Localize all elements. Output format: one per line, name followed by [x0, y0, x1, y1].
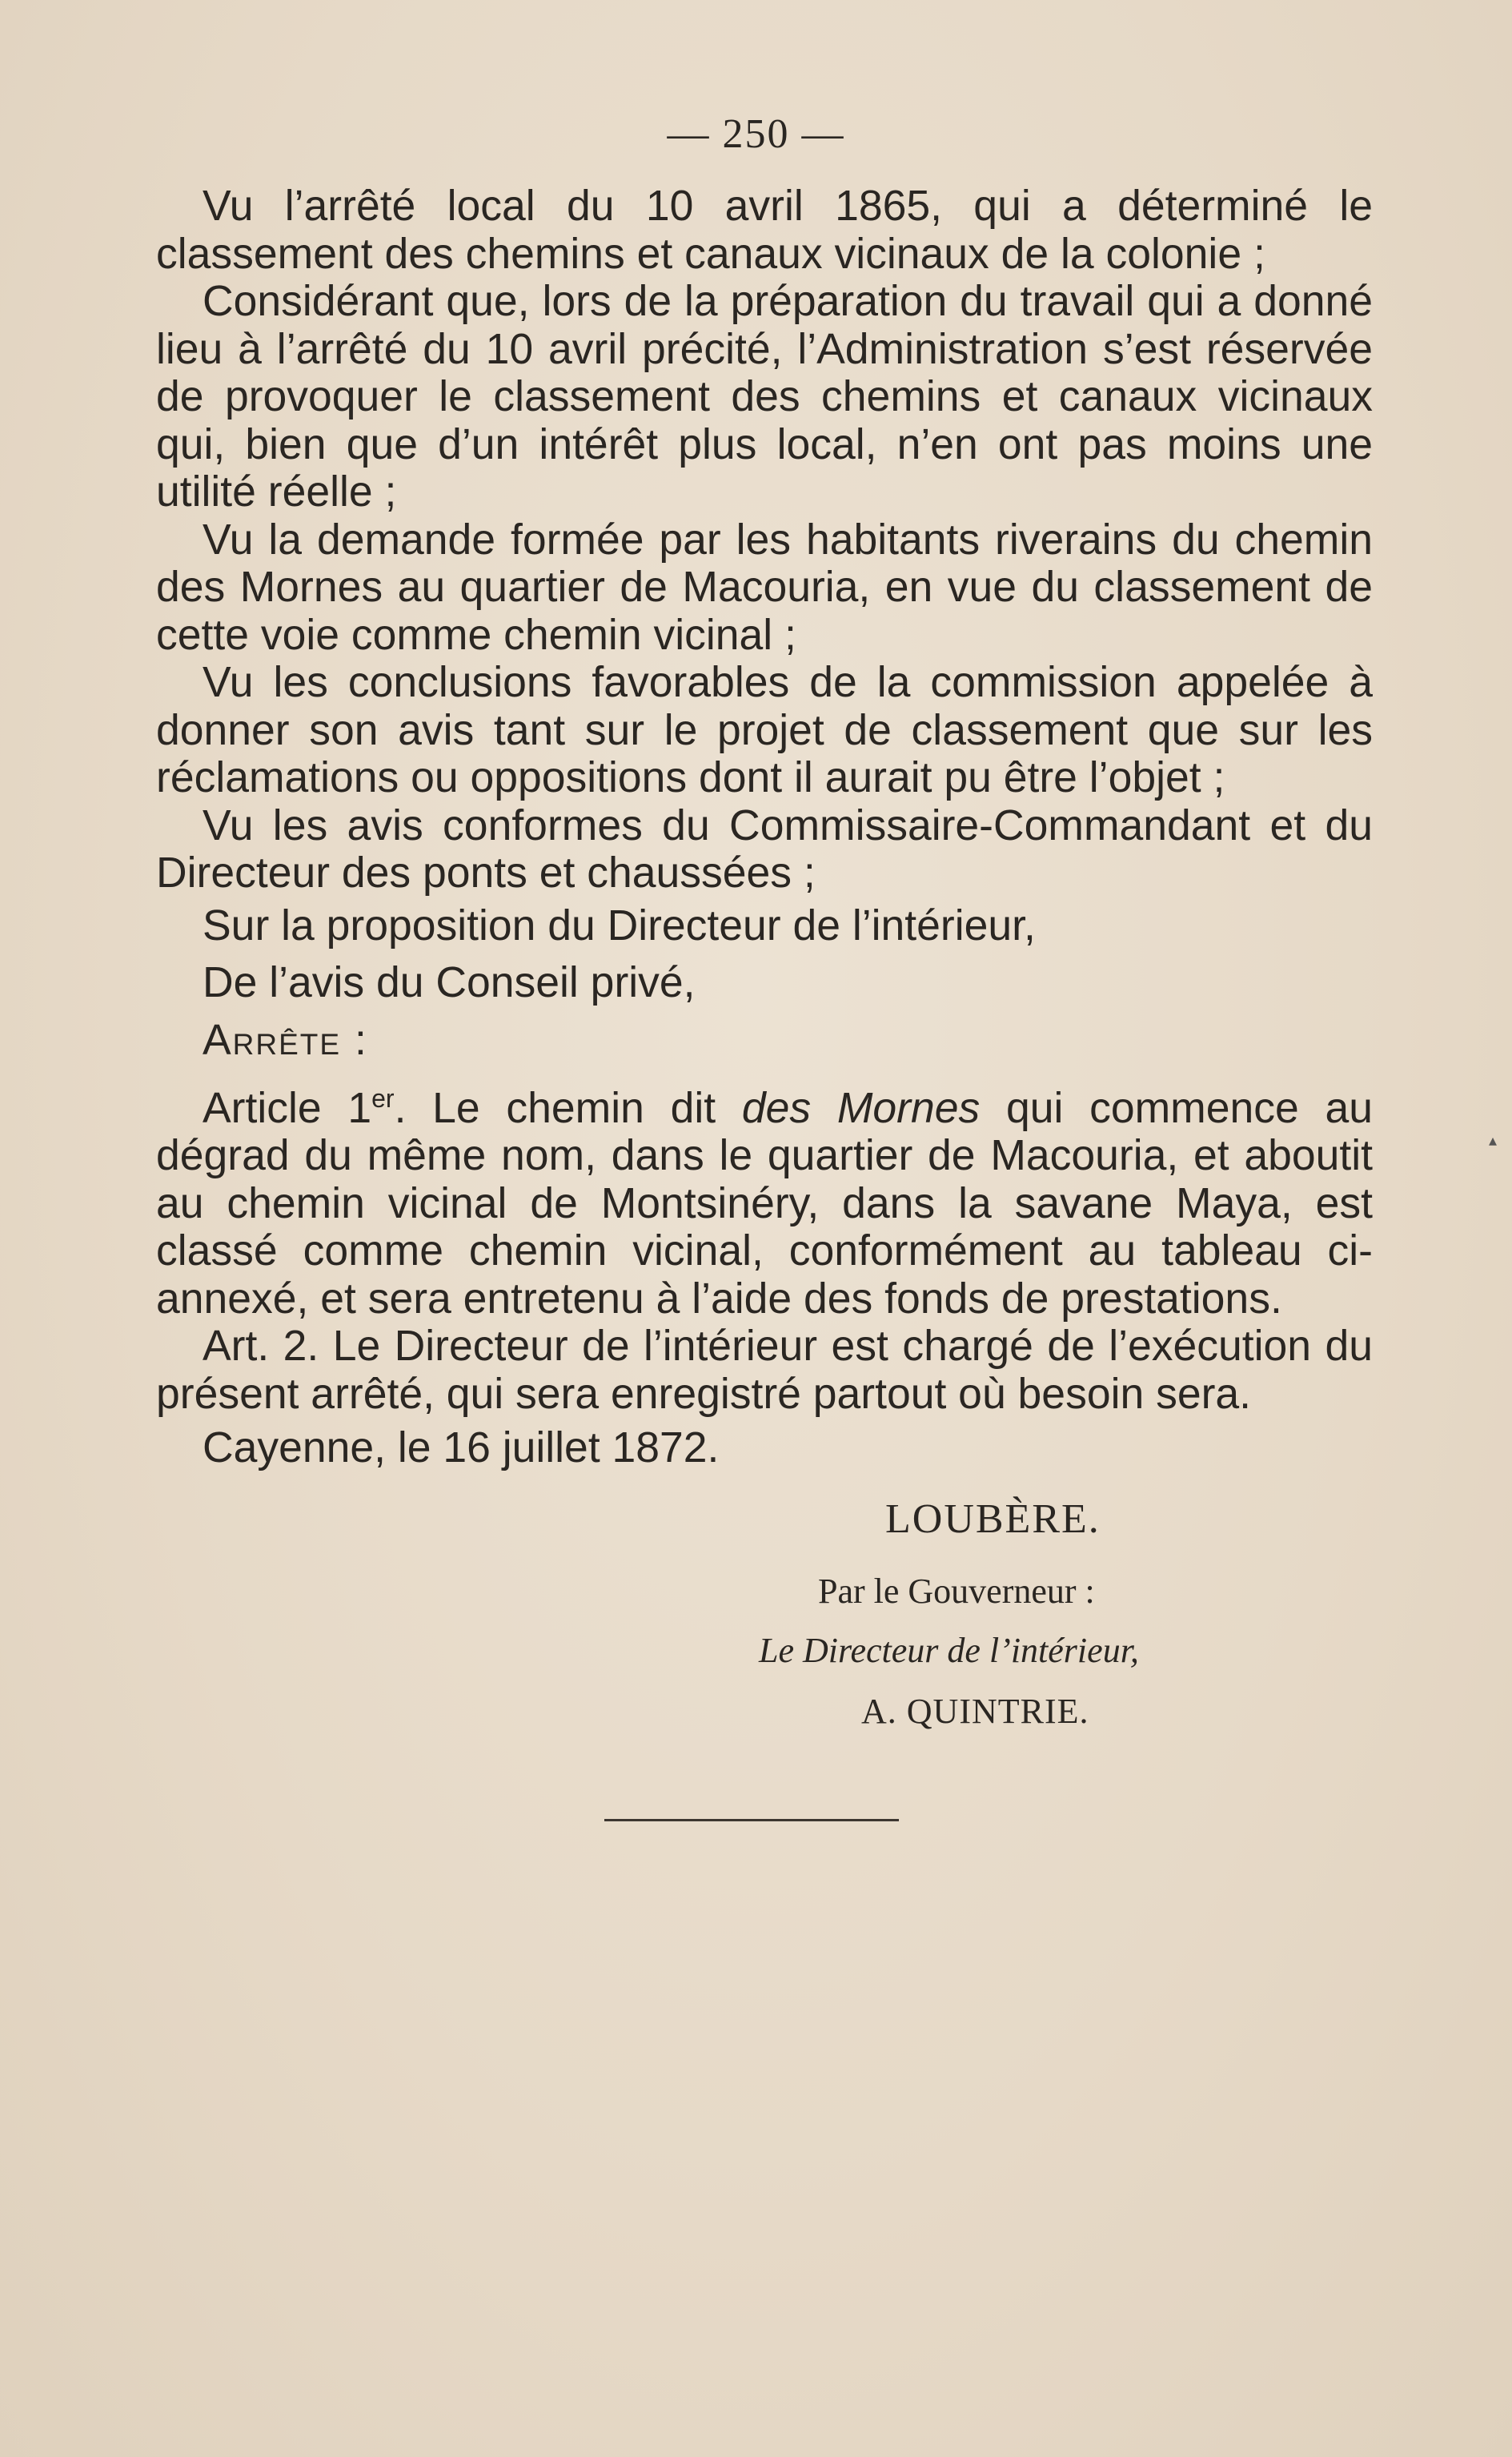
body-text	[156, 183, 1373, 1472]
arrete-heading: Arrête :	[203, 1016, 368, 1064]
signature-director-title: Le Directeur de l’intérieur,	[759, 1631, 1139, 1670]
page-number: — 250 —	[667, 111, 845, 157]
closing-rule	[604, 1819, 899, 1821]
paragraph-avis-conformes: Vu les avis conformes du Commissaire-Commandant et du Directeur des ponts et chaussées ;	[156, 801, 1373, 897]
signature-director-name: A. QUINTRIE.	[861, 1692, 1089, 1731]
article-1-after-sup: . Le chemin dit	[394, 1084, 742, 1132]
signature-par: Par le Gouverneur :	[818, 1572, 1095, 1611]
paragraph-proposition: Sur la proposition du Directeur de l’intérieur,	[203, 901, 1036, 949]
article-1-prefix: Article 1	[203, 1084, 372, 1132]
date-line: Cayenne, le 16 juillet 1872.	[203, 1424, 720, 1472]
article-1-sup: er	[371, 1084, 395, 1113]
article-2: Art. 2. Le Directeur de l’intérieur est chargé de l’exécution du présent arrêté, qui sera enregistré partout où besoin sera.	[156, 1323, 1373, 1418]
paragraph-demande: Vu la demande formée par les habitants riverains du chemin des Mornes au quartier de Macouria, en vue du classement de cette voie comme chemin vicinal ;	[156, 516, 1373, 659]
margin-mark: ▴	[1489, 1132, 1498, 1150]
paragraph-considerant: Considérant que, lors de la préparation du travail qui a donné lieu à l’arrêté du 10 avril précité, l’Administration s’est réservée de provoquer le classement des chemins et canaux vicinaux qui, bien que d’un intérêt plus local, n’en ont pas moins une utilité réelle ;	[156, 278, 1373, 516]
signature-name: LOUBÈRE.	[885, 1496, 1101, 1542]
paragraph-conclusions: Vu les conclusions favorables de la commission appelée à donner son avis tant sur le projet de classement que sur les réclamations ou oppositions dont il aurait pu être l’objet ;	[156, 659, 1373, 801]
article-1-italic: des Mornes	[741, 1084, 981, 1132]
article-1-rest: qui commence au dégrad du même nom, dans le quartier de Macouria, et aboutit au chemin vicinal de Montsinéry, dans la savane Maya, est classé comme chemin vicinal, conformément au tableau ci-annexé, et sera entretenu à l’aide des fonds de prestations.	[156, 1084, 1373, 1323]
paragraph-arrete-1865: Vu l’arrêté local du 10 avril 1865, qui a déterminé le classement des chemins et canaux vicinaux de la colonie ;	[156, 183, 1373, 278]
paragraph-conseil-prive: De l’avis du Conseil privé,	[203, 959, 696, 1006]
article-1	[156, 1075, 1373, 1323]
